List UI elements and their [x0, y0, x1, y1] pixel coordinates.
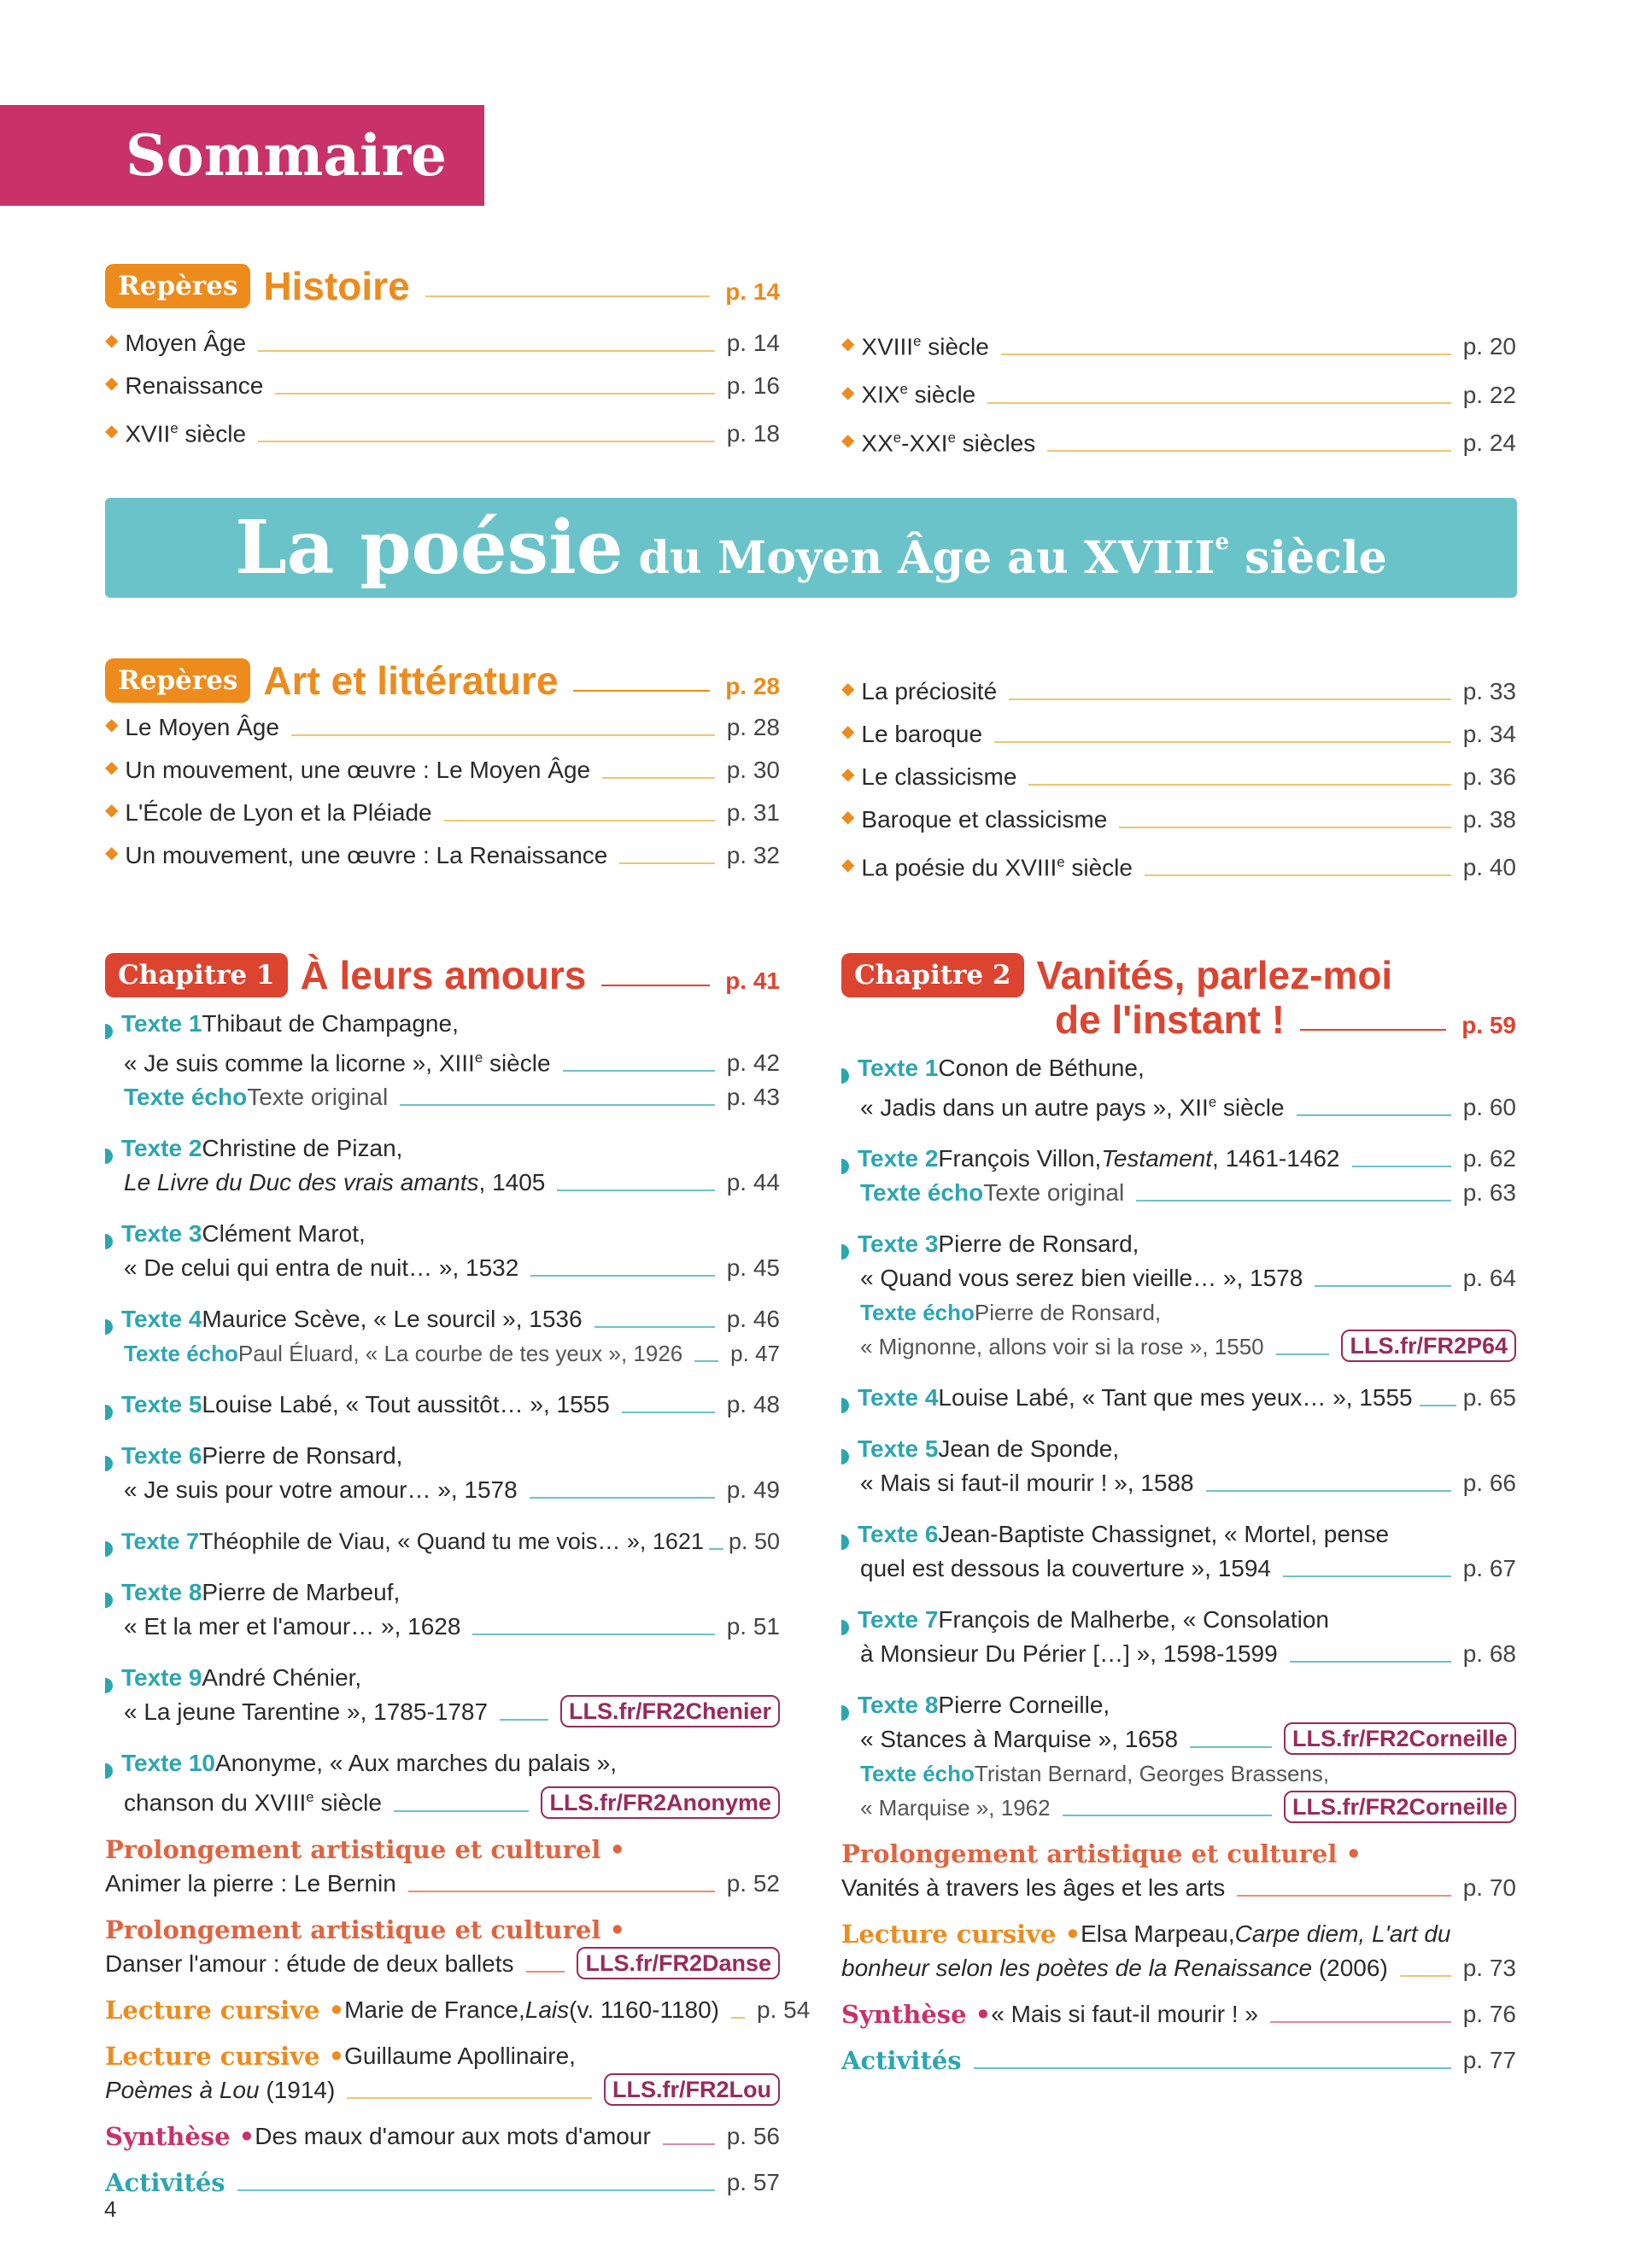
- toc-entry[interactable]: Texte 7 Théophile de Viau, « Quand tu me vois… », 1621 p. 50: [105, 1524, 780, 1558]
- toc-entry[interactable]: Texte 5 Louise Labé, « Tout aussitôt… », 1555 p. 48: [105, 1388, 780, 1422]
- histoire-column-right: [841, 324, 1516, 460]
- arrow-icon: [105, 1678, 113, 1693]
- toc-entry[interactable]: Texte 3 Pierre de Ronsard, « Quand vous serez bien vieille… », 1578 p. 64 Texte écho Pierre de Ronsard, « Mignonne, allons voir si la rose », 1550 LLS.fr/FR2P64: [841, 1227, 1516, 1364]
- arrow-icon: [105, 1405, 113, 1420]
- diamond-icon: ◆: [841, 808, 855, 827]
- chapter-badge: Chapitre 2: [841, 953, 1024, 997]
- toc-row[interactable]: ◆ Baroque et classicisme p. 38: [841, 803, 1516, 837]
- chapter-1-column: [105, 952, 811, 2200]
- arrow-icon: [841, 1534, 849, 1550]
- toc-entry[interactable]: Texte 6 Pierre de Ronsard, « Je suis pour votre amour… », 1578 p. 49: [105, 1439, 780, 1507]
- arrow-icon: [105, 1593, 113, 1608]
- arrow-icon: [105, 1541, 113, 1557]
- page-title: Sommaire: [0, 105, 484, 206]
- lls-link[interactable]: LLS.fr/FR2Danse: [577, 1947, 780, 1979]
- toc-entry[interactable]: Texte 6 Jean-Baptiste Chassignet, « Mortel, pense quel est dessous la couverture », 1594 p. 67: [841, 1517, 1516, 1586]
- arrow-icon: [841, 1398, 849, 1413]
- toc-entry[interactable]: Texte 9 André Chénier, « La jeune Tarentine », 1785-1787 LLS.fr/FR2Chenier: [105, 1661, 780, 1729]
- arrow-icon: [105, 1149, 113, 1164]
- lls-link[interactable]: LLS.fr/FR2Lou: [604, 2073, 780, 2106]
- arrow-icon: [105, 1763, 113, 1779]
- toc-row[interactable]: ◆ XXe-XXIe siècles p. 24: [841, 421, 1516, 460]
- lls-link[interactable]: LLS.fr/FR2Corneille: [1284, 1791, 1516, 1823]
- histoire-header: [105, 263, 780, 309]
- arrow-icon: [841, 1705, 849, 1721]
- arrow-icon: [841, 1159, 849, 1174]
- chapter-title-line-1: Vanités, parlez-moi: [1036, 953, 1393, 997]
- arrow-icon: [841, 1068, 849, 1084]
- lls-link[interactable]: LLS.fr/FR2Corneille: [1284, 1722, 1516, 1755]
- toc-row[interactable]: ◆ Renaissance p. 16: [105, 369, 780, 403]
- diamond-icon: ◆: [105, 758, 119, 777]
- chapter-title-line-2: de l'instant !: [1055, 997, 1286, 1042]
- art-column-left: [105, 658, 780, 873]
- toc-entry[interactable]: Texte 1 Thibaut de Champagne, « Je suis comme la licorne », XIIIe siècle p. 42 Texte écho Texte original p. 43: [105, 1007, 780, 1114]
- diamond-icon: ◆: [841, 765, 855, 784]
- lls-link[interactable]: LLS.fr/FR2Anonyme: [541, 1786, 780, 1819]
- chapter-title: À leurs amours: [300, 953, 587, 997]
- toc-entry[interactable]: Prolongement artistique et culturel • Animer la pierre : Le Bernin p. 52: [105, 1834, 780, 1897]
- section-banner: La poésie du Moyen Âge au XVIIIe siècle: [105, 498, 1517, 598]
- histoire-title: Histoire: [263, 264, 410, 308]
- diamond-icon: ◆: [105, 331, 119, 350]
- page-number: 4: [104, 2196, 117, 2222]
- chapter-page[interactable]: p. 41: [725, 967, 780, 994]
- toc-entry[interactable]: Texte 4 Louise Labé, « Tant que mes yeux… », 1555 p. 65: [841, 1381, 1516, 1415]
- toc-entry[interactable]: Texte 8 Pierre de Marbeuf, « Et la mer et l'amour… », 1628 p. 51: [105, 1575, 780, 1644]
- art-page[interactable]: p. 28: [725, 673, 780, 699]
- arrow-icon: [841, 1620, 849, 1635]
- diamond-icon: ◆: [841, 335, 855, 354]
- reperes-badge: Repères: [105, 658, 250, 703]
- arrow-icon: [105, 1234, 113, 1249]
- toc-entry[interactable]: Texte 10 Anonyme, « Aux marches du palais », chanson du XVIIIe siècle LLS.fr/FR2Anonyme: [105, 1746, 780, 1820]
- toc-entry[interactable]: Texte 8 Pierre Corneille, « Stances à Marquise », 1658 LLS.fr/FR2Corneille Texte écho Tristan Bernard, Georges Brassens, « Marquise », 1962 LLS.fr/FR2Corneille: [841, 1688, 1516, 1825]
- chapter-1-header: [105, 952, 780, 998]
- toc-row[interactable]: ◆ Un mouvement, une œuvre : Le Moyen Âge p. 30: [105, 753, 780, 787]
- art-header: [105, 658, 780, 704]
- chapter-badge: Chapitre 1: [105, 953, 288, 997]
- chapter-page[interactable]: p. 59: [1461, 1012, 1516, 1038]
- toc-entry[interactable]: Prolongement artistique et culturel • Danser l'amour : étude de deux ballets LLS.fr/FR2Danse: [105, 1913, 780, 1981]
- chapter-2-column: [841, 952, 1516, 2078]
- toc-row[interactable]: ◆ Un mouvement, une œuvre : La Renaissance p. 32: [105, 839, 780, 873]
- toc-row[interactable]: ◆ XIXe siècle p. 22: [841, 372, 1516, 412]
- toc-entry[interactable]: Texte 2 Christine de Pizan, Le Livre du Duc des vrais amants, 1405 p. 44: [105, 1131, 780, 1200]
- toc-entry[interactable]: Texte 1 Conon de Béthune, « Jadis dans un autre pays », XIIe siècle p. 60: [841, 1051, 1516, 1125]
- toc-entry[interactable]: Texte 4 Maurice Scève, « Le sourcil », 1536 p. 46 Texte écho Paul Éluard, « La courbe de tes yeux », 1926 p. 47: [105, 1302, 780, 1371]
- toc-entry[interactable]: Texte 2 François Villon, Testament , 1461-1462 p. 62 Texte écho Texte original p. 63: [841, 1142, 1516, 1210]
- arrow-icon: [105, 1319, 113, 1335]
- diamond-icon: ◆: [841, 680, 855, 699]
- toc-entry[interactable]: Lecture cursive • Elsa Marpeau, Carpe diem, L'art du bonheur selon les poètes de la Renaissance (2006) p. 73: [841, 1920, 1516, 1982]
- diamond-icon: ◆: [105, 422, 119, 441]
- arrow-icon: [841, 1244, 849, 1260]
- histoire-page[interactable]: p. 14: [725, 278, 780, 305]
- diamond-icon: ◆: [841, 383, 855, 402]
- toc-entry[interactable]: Activités p. 57: [105, 2167, 780, 2197]
- toc-entry[interactable]: Texte 5 Jean de Sponde, « Mais si faut-il mourir ! », 1588 p. 66: [841, 1432, 1516, 1500]
- reperes-badge: Repères: [105, 264, 250, 308]
- toc-entry[interactable]: Texte 7 François de Malherbe, « Consolation à Monsieur Du Périer […] », 1598-1599 p. 68: [841, 1603, 1516, 1671]
- toc-entry[interactable]: Synthèse • « Mais si faut-il mourir ! » p. 76: [841, 2000, 1516, 2030]
- art-column-right: [841, 675, 1516, 885]
- arrow-icon: [105, 1456, 113, 1471]
- diamond-icon: ◆: [841, 430, 855, 450]
- diamond-icon: ◆: [841, 722, 855, 741]
- toc-entry[interactable]: Activités p. 77: [841, 2046, 1516, 2076]
- toc-entry[interactable]: Prolongement artistique et culturel • Vanités à travers les âges et les arts p. 70: [841, 1839, 1516, 1902]
- toc-row[interactable]: ◆ XVIIIe siècle p. 20: [841, 324, 1516, 364]
- toc-row[interactable]: ◆ L'École de Lyon et la Pléiade p. 31: [105, 796, 780, 830]
- toc-row[interactable]: ◆ La poésie du XVIIIe siècle p. 40: [841, 845, 1516, 885]
- diamond-icon: ◆: [105, 374, 119, 393]
- toc-entry[interactable]: Synthèse • Des maux d'amour aux mots d'amour p. 56: [105, 2121, 780, 2151]
- diamond-icon: ◆: [105, 844, 119, 862]
- toc-row[interactable]: ◆ Le baroque p. 34: [841, 717, 1516, 751]
- toc-row[interactable]: ◆ Le Moyen Âge p. 28: [105, 710, 780, 745]
- arrow-icon: [841, 1449, 849, 1464]
- art-title: Art et littérature: [263, 658, 559, 703]
- histoire-column-left: [105, 263, 780, 451]
- lls-link[interactable]: LLS.fr/FR2Chenier: [560, 1695, 780, 1727]
- toc-entry[interactable]: Lecture cursive • Marie de France, Lais (v. 1160-1180) p. 54: [105, 1995, 811, 2025]
- lls-link[interactable]: LLS.fr/FR2P64: [1341, 1330, 1516, 1362]
- toc-row[interactable]: ◆ Le classicisme p. 36: [841, 760, 1516, 794]
- toc-row[interactable]: ◆ XVIIe siècle p. 18: [105, 412, 780, 451]
- arrow-icon: [105, 1024, 113, 1039]
- diamond-icon: ◆: [105, 801, 119, 820]
- diamond-icon: ◆: [841, 856, 855, 875]
- chapter-2-header: [841, 952, 1516, 998]
- toc-row[interactable]: ◆ La préciosité p. 33: [841, 675, 1516, 709]
- toc-entry[interactable]: Texte 3 Clément Marot, « De celui qui entra de nuit… », 1532 p. 45: [105, 1217, 780, 1285]
- toc-row[interactable]: ◆ Moyen Âge p. 14: [105, 326, 780, 360]
- toc-entry[interactable]: Lecture cursive • Guillaume Apollinaire, Poèmes à Lou (1914) LLS.fr/FR2Lou: [105, 2039, 780, 2107]
- diamond-icon: ◆: [105, 716, 119, 734]
